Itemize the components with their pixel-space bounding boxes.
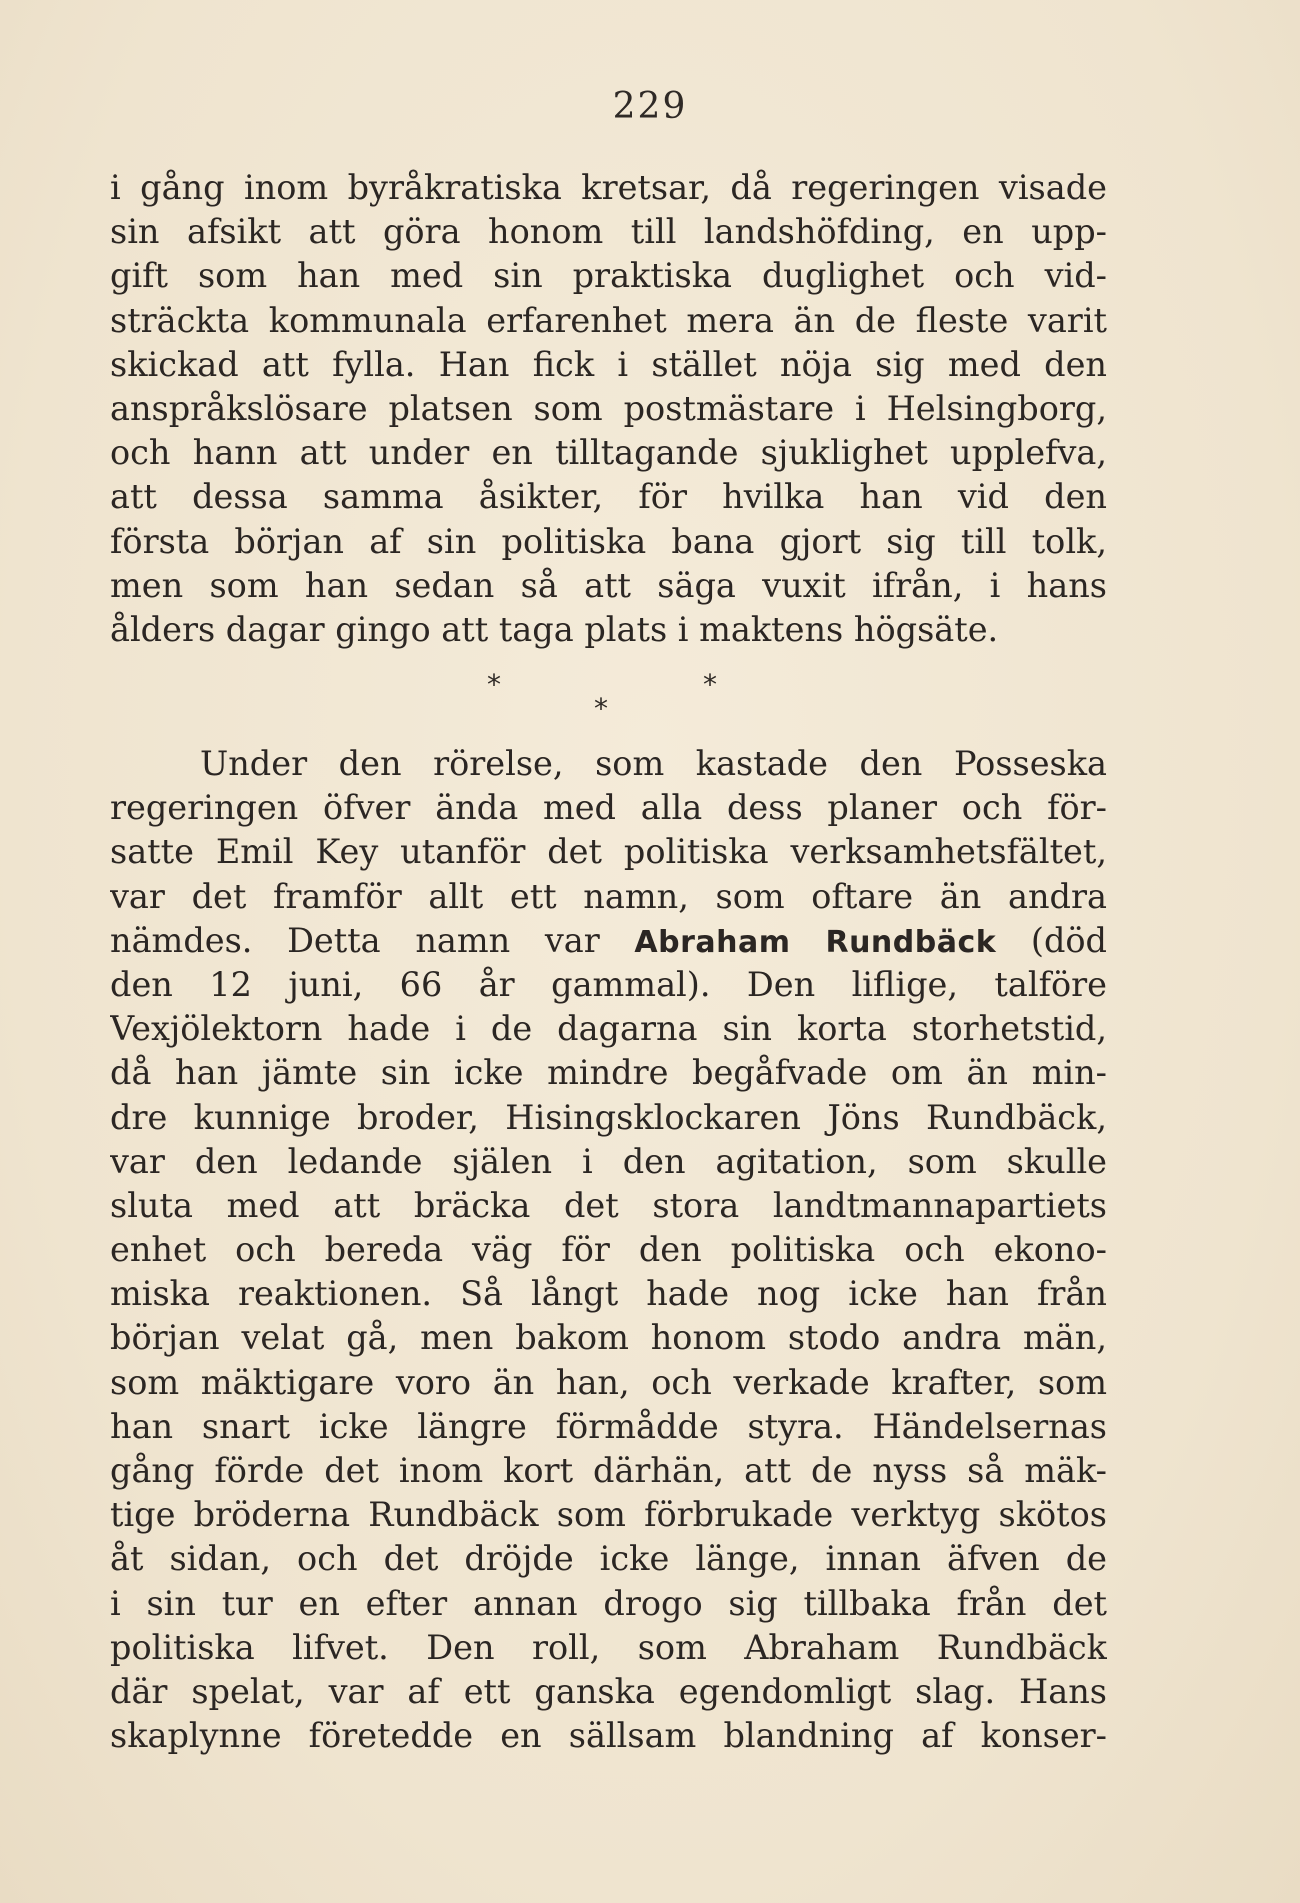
text-line: satte Emil Key utanför det politiska verksamhetsfältet, [110,832,1107,872]
text-line: och hann att under en tilltagande sjuklighet upplefva, [110,433,1107,473]
text-line: enhet och bereda väg för den politiska och ekono- [110,1230,1107,1270]
page-number: 229 [612,86,688,127]
text-line: som mäktigare voro än han, och verkade krafter, som [110,1362,1107,1402]
person-name: Abraham Rundbäck [634,924,997,960]
text-line: politiska lifvet. Den roll, som Abraham Rundbäck [110,1627,1107,1667]
text-line: miska reaktionen. Så långt hade nog icke han från [110,1274,1107,1314]
text-line: sträckta kommunala erfarenhet mera än de fleste varit [110,300,1107,340]
text-line: ålders dagar gingo att taga plats i maktens högsäte. [110,609,999,649]
text-line: regeringen öfver ända med alla dess planer och för- [110,788,1107,828]
text-line: var den ledande själen i den agitation, som skulle [110,1141,1107,1181]
text-line: i sin tur en efter annan drogo sig tillbaka från det [110,1583,1107,1623]
text-fragment: nämdes. Detta namn var [110,920,635,960]
text-line: var det framför allt ett namn, som oftare än andra [110,876,1107,916]
asterisk-ornament: * [594,692,608,725]
text-line: dre kunnige broder, Hisingsklockaren Jöns Rundbäck, [110,1097,1107,1137]
text-line: sluta med att bräcka det stora landtmannapartiets [110,1185,1107,1225]
text-line: åt sidan, och det dröjde icke länge, innan äfven de [110,1539,1107,1579]
paragraph-2 [110,742,1107,1758]
text-line: skickad att fylla. Han fick i stället nöja sig med den [110,344,1107,384]
asterisk-ornament: * [487,668,501,701]
text-line: gång förde det inom kort därhän, att de nyss så mäk- [110,1451,1107,1490]
text-line: den 12 juni, 66 år gammal). Den liflige, talföre [110,964,1107,1004]
text-fragment: (död [996,920,1107,960]
asterisk-ornament: * [703,668,717,701]
text-line: Under den rörelse, som kastade den Posseska [200,744,1107,783]
text-line-with-name [110,919,1107,963]
text-line: i gång inom byråkratiska kretsar, då regeringen visade [110,168,1107,207]
text-line: där spelat, var af ett ganska egendomligt slag. Hans [110,1671,1107,1711]
text-line: skaplynne företedde en sällsam blandning af konser- [110,1716,1107,1756]
text-line: sin afsikt att göra honom till landshöfding, en upp- [110,212,1107,252]
paragraph-1 [110,166,1107,652]
text-line: anspråkslösare platsen som postmästare i Helsingborg, [110,388,1107,428]
text-line: att dessa samma åsikter, för hvilka han vid den [110,477,1107,517]
text-line: då han jämte sin icke mindre begåfvade om än min- [110,1053,1107,1093]
section-separator [0,668,1300,728]
text-line: gift som han med sin praktiska duglighet och vid- [110,256,1107,296]
text-line: men som han sedan så att säga vuxit ifrån, i hans [110,565,1107,605]
text-line: början velat gå, men bakom honom stodo andra män, [110,1318,1107,1358]
text-line: Vexjölektorn hade i de dagarna sin korta storhetstid, [110,1009,1107,1049]
text-line: han snart icke längre förmådde styra. Händelsernas [110,1406,1107,1446]
text-line: första början af sin politiska bana gjort sig till tolk, [110,521,1107,561]
text-line: tige bröderna Rundbäck som förbrukade verktyg skötos [110,1495,1107,1535]
